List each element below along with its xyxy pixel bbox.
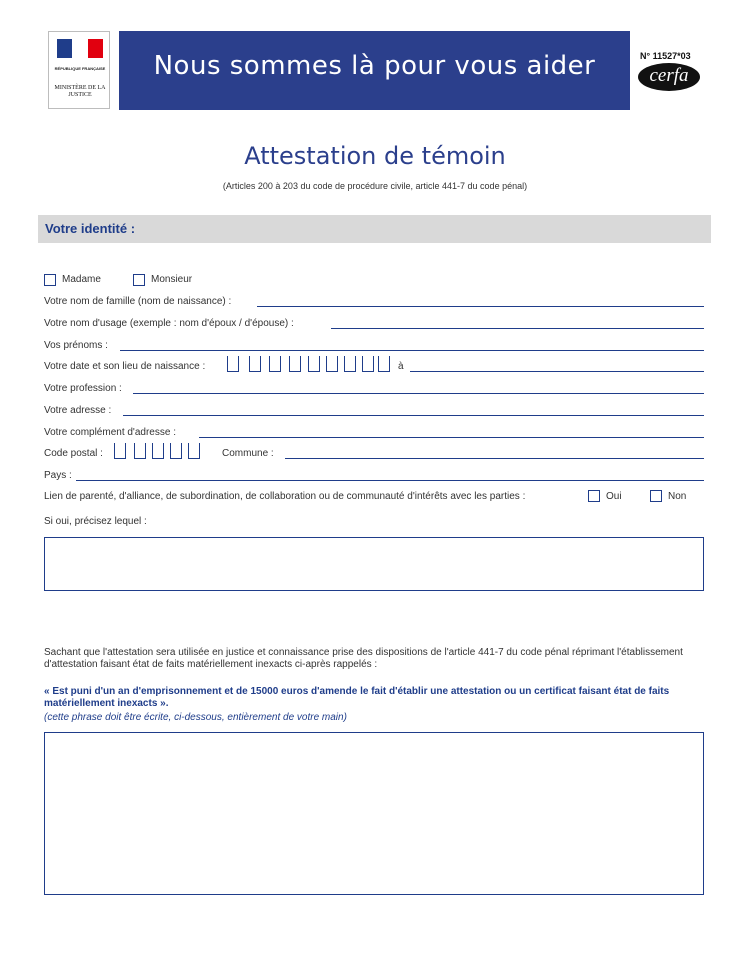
precisez-label: Si oui, précisez lequel :: [44, 516, 147, 527]
adresse-label: Votre adresse :: [44, 405, 112, 416]
legal-note: (cette phrase doit être écrite, ci-dessous, entièrement de votre main): [44, 712, 347, 723]
flag-icon: [57, 39, 103, 58]
precisez-textarea[interactable]: [44, 537, 704, 591]
non-label: Non: [668, 491, 687, 502]
commune-field[interactable]: [285, 458, 704, 459]
monsieur-checkbox[interactable]: [133, 274, 145, 286]
nom-usage-field[interactable]: [331, 328, 704, 329]
date-lieu-label: Votre date et son lieu de naissance :: [44, 361, 206, 372]
complement-label: Votre complément d'adresse :: [44, 427, 176, 438]
postal-code-cell[interactable]: [114, 443, 126, 459]
commune-label: Commune :: [222, 448, 274, 459]
nom-famille-field[interactable]: [257, 306, 704, 307]
logo-ministere-text: MINISTÈRE DE LA JUSTICE: [54, 85, 106, 98]
ministry-logo: [48, 31, 110, 109]
birth-date-cell[interactable]: [308, 356, 320, 372]
cerfa-logo-text: cerfa: [649, 65, 689, 86]
birth-date-cell[interactable]: [326, 356, 338, 372]
page-subtitle: (Articles 200 à 203 du code de procédure civile, article 441-7 du code pénal): [222, 181, 528, 191]
birth-date-cell[interactable]: [289, 356, 301, 372]
handwriting-textarea[interactable]: [44, 732, 704, 895]
section-header: [38, 215, 711, 243]
legal-paragraph: Sachant que l'attestation sera utilisée en justice et connaissance prise des dispositions de l'article 441-7 du code pénal réprimant l'établissement d'attestation faisant état de faits matériellement inexacts ci-après rappelés :: [44, 647, 683, 670]
prenoms-field[interactable]: [120, 350, 704, 351]
birth-place-field[interactable]: [410, 371, 704, 372]
birth-date-cell[interactable]: [249, 356, 261, 372]
header-banner: [119, 31, 630, 110]
birth-date-cell[interactable]: [378, 356, 390, 372]
madame-checkbox[interactable]: [44, 274, 56, 286]
birth-date-cell[interactable]: [362, 356, 374, 372]
monsieur-label: Monsieur: [151, 274, 193, 285]
nom-usage-label: Votre nom d'usage (exemple : nom d'époux / d'épouse) :: [44, 318, 294, 329]
adresse-field[interactable]: [123, 415, 704, 416]
birth-place-a-label: à: [398, 361, 404, 372]
prenoms-label: Vos prénoms :: [44, 340, 108, 351]
pays-label: Pays :: [44, 470, 72, 481]
page-title: Attestation de témoin: [244, 142, 506, 170]
complement-field[interactable]: [199, 437, 704, 438]
cerfa-logo: [638, 63, 700, 91]
birth-date-cell[interactable]: [227, 356, 239, 372]
profession-label: Votre profession :: [44, 383, 122, 394]
birth-date-cell[interactable]: [269, 356, 281, 372]
oui-checkbox[interactable]: [588, 490, 600, 502]
oui-label: Oui: [606, 491, 622, 502]
pays-field[interactable]: [76, 480, 704, 481]
banner-title: Nous sommes là pour vous aider: [153, 51, 596, 81]
legal-quote: « Est puni d'un an d'emprisonnement et de 15000 euros d'amende le fait d'établir une attestation ou un certificat faisant état de faits matériellement inexacts ».: [44, 686, 670, 709]
logo-republique-text: RÉPUBLIQUE FRANÇAISE: [54, 66, 106, 71]
section-title: Votre identité :: [45, 221, 136, 236]
profession-field[interactable]: [133, 393, 704, 394]
birth-date-cell[interactable]: [344, 356, 356, 372]
lien-label: Lien de parenté, d'alliance, de subordination, de collaboration ou de communauté d'intérêts avec les parties :: [44, 491, 526, 502]
nom-famille-label: Votre nom de famille (nom de naissance) :: [44, 296, 232, 307]
postal-code-cell[interactable]: [188, 443, 200, 459]
non-checkbox[interactable]: [650, 490, 662, 502]
postal-code-cell[interactable]: [152, 443, 164, 459]
cerfa-number: N° 11527*03: [640, 51, 691, 61]
postal-code-cell[interactable]: [170, 443, 182, 459]
code-postal-label: Code postal :: [44, 448, 103, 459]
madame-label: Madame: [62, 274, 101, 285]
postal-code-cell[interactable]: [134, 443, 146, 459]
